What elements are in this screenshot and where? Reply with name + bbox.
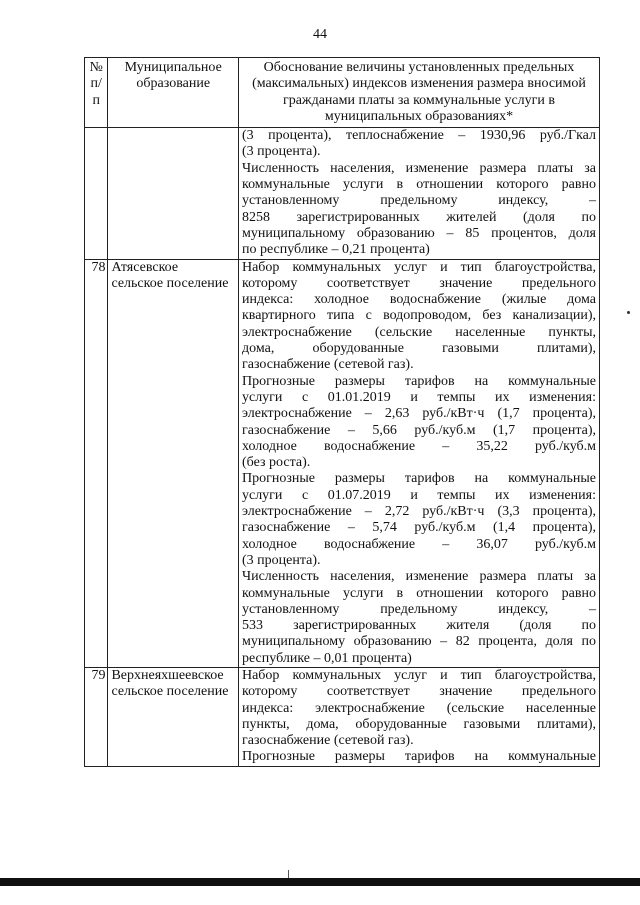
text-line: дома, оборудованные газовыми плитами), bbox=[241, 341, 596, 357]
municipality-type: сельское поселение bbox=[111, 684, 229, 700]
paragraph bbox=[242, 161, 596, 259]
scan-margin-mark bbox=[627, 311, 630, 314]
municipality-name: Верхнеяхшеевское bbox=[111, 667, 224, 683]
text-line: Прогнозные размеры тарифов на коммунальные bbox=[241, 471, 596, 487]
text-line: Прогнозные размеры тарифов на коммунальные bbox=[241, 749, 596, 765]
municipality-type: сельское поселение bbox=[111, 275, 229, 291]
table-header-row bbox=[85, 58, 600, 128]
row-municipality-cell bbox=[108, 128, 239, 259]
tariff-index-table bbox=[84, 57, 600, 767]
paragraph bbox=[242, 569, 596, 667]
text-line: (без роста). bbox=[241, 455, 311, 471]
paragraph bbox=[242, 471, 596, 569]
text-line: (3 процента), теплоснабжение – 1930,96 руб./Гкал bbox=[241, 128, 596, 144]
row-municipality-cell bbox=[108, 667, 239, 766]
text-line: холодное водоснабжение – 36,07 руб./куб.м bbox=[241, 536, 596, 552]
text-line: услуги с 01.07.2019 и темпы их изменения: bbox=[241, 487, 596, 503]
row-municipality-cell bbox=[108, 259, 239, 667]
text-line: электроснабжение – 2,72 руб./кВт·ч (3,3 процента), bbox=[241, 504, 596, 520]
text-line: Численность населения, изменение размера платы за bbox=[241, 569, 596, 585]
text-line: квартирного типа с водопроводом, без канализации), bbox=[241, 308, 596, 324]
header-description: Обоснование величины установленных предельных (максимальных) индексов изменения размера вносимой гражданами платы за коммунальные услуги в муниципальных образованиях* bbox=[238, 58, 599, 128]
page-number: 44 bbox=[313, 27, 327, 42]
text-line: электроснабжение (сельские населенные пункты, bbox=[241, 324, 596, 340]
table-row-continuation bbox=[85, 128, 600, 259]
text-line: которому соответствует значение предельного bbox=[241, 684, 596, 700]
text-line: установленному предельному индексу, – bbox=[241, 193, 596, 209]
text-line: Прогнозные размеры тарифов на коммунальные bbox=[241, 373, 596, 389]
text-line: Численность населения, изменение размера платы за bbox=[241, 160, 596, 176]
text-line: услуги с 01.01.2019 и темпы их изменения: bbox=[241, 389, 596, 405]
paragraph bbox=[242, 128, 596, 161]
text-line: 8258 зарегистрированных жителей (доля по bbox=[241, 209, 596, 225]
text-line: (3 процента). bbox=[241, 552, 321, 568]
text-line: по республике – 0,21 процента) bbox=[241, 242, 430, 258]
table-row-78 bbox=[85, 259, 600, 667]
text-line: индекса: электроснабжение (сельские населенные bbox=[241, 700, 596, 716]
text-line: газоснабжение (сетевой газ). bbox=[241, 733, 414, 749]
text-line: индекса: холодное водоснабжение (жилые дома bbox=[241, 292, 596, 308]
row-num-cell: 78 bbox=[85, 259, 108, 667]
header-municipality: Муниципальное образование bbox=[108, 58, 239, 128]
text-line: коммунальные услуги в отношении которого равно bbox=[241, 585, 596, 601]
municipality-name: Атясевское bbox=[111, 259, 179, 275]
paragraph bbox=[242, 668, 596, 749]
text-line: холодное водоснабжение – 35,22 руб./куб.м bbox=[241, 438, 596, 454]
text-line: муниципальному образованию – 82 процента, доля по bbox=[241, 634, 596, 650]
text-line: газоснабжение (сетевой газ). bbox=[241, 357, 414, 373]
row-description-cell bbox=[238, 667, 599, 766]
row-description-cell bbox=[238, 128, 599, 259]
header-num: № п/п bbox=[85, 58, 108, 128]
text-line: республике – 0,01 процента) bbox=[241, 650, 412, 666]
paragraph bbox=[242, 749, 596, 765]
row-num-cell bbox=[85, 128, 108, 259]
text-line: муниципальному образованию – 85 процентов, доля bbox=[241, 225, 596, 241]
text-line: которому соответствует значение предельного bbox=[241, 275, 596, 291]
text-line: Набор коммунальных услуг и тип благоустройства, bbox=[241, 667, 596, 683]
text-line: газоснабжение – 5,74 руб./куб.м (1,4 процента), bbox=[241, 520, 596, 536]
text-line: коммунальные услуги в отношении которого равно bbox=[241, 177, 596, 193]
text-line: 533 зарегистрированных жителя (доля по bbox=[241, 618, 596, 634]
text-line: Набор коммунальных услуг и тип благоустройства, bbox=[241, 259, 596, 275]
text-line: (3 процента). bbox=[241, 144, 321, 160]
text-line: пункты, дома, оборудованные газовыми плитами), bbox=[241, 716, 596, 732]
paragraph bbox=[242, 260, 596, 374]
text-line: газоснабжение – 5,66 руб./куб.м (1,7 процента), bbox=[241, 422, 596, 438]
row-num-cell: 79 bbox=[85, 667, 108, 766]
paragraph bbox=[242, 374, 596, 472]
scan-bottom-edge bbox=[0, 878, 640, 886]
text-line: электроснабжение – 2,63 руб./кВт·ч (1,7 процента), bbox=[241, 406, 596, 422]
text-line: установленному предельному индексу, – bbox=[241, 601, 596, 617]
table-row-79 bbox=[85, 667, 600, 766]
row-description-cell bbox=[238, 259, 599, 667]
